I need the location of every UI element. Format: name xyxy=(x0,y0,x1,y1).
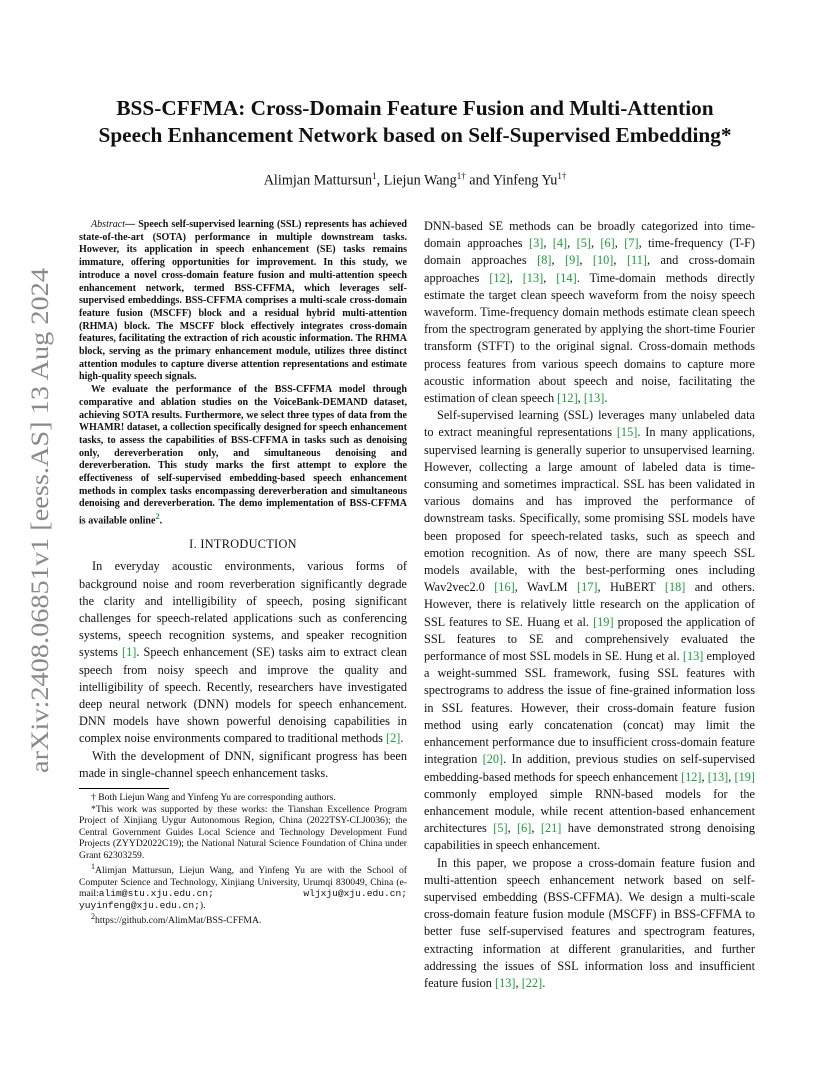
citation-link[interactable]: [2] xyxy=(386,731,401,746)
abstract-paragraph-2 xyxy=(79,384,407,528)
abstract-text-2: We evaluate the performance of the BSS-CFFMA model through comparative and ablation studies on the VoiceBank-DEMAND dataset, achieving SOTA results. Furthermore, we select three types of data from the WHAMR! dataset, a collection specifically designed for speech enhancement tasks, to assess the capabilities of BSS-CFFMA in tasks such as denoising only, dereverberation only, and simultaneous denoising and dereverberation. This study marks the first attempt to explore the effectiveness of self-supervised embedding-based speech enhancement methods in complex tasks encompassing dereverberation and simultaneous denoising and dereverberation. The demo implementation of BSS-CFFMA is available online xyxy=(79,384,407,527)
author-2-affil: 1† xyxy=(456,171,466,181)
abstract xyxy=(79,219,407,528)
citation-link[interactable]: [22] xyxy=(521,975,543,990)
abstract-text-1: Speech self-supervised learning (SSL) represents has achieved state-of-the-art (SOTA) performance in multiple downstream tasks. However, its application in speech enhancement (SE) tasks remains immature, offering opportunities for improvement. In this study, we introduce a novel cross-domain feature fusion and multi-attention speech enhancement network, termed BSS-CFFMA, which leverages self-supervised embeddings. BSS-CFFMA comprises a multi-scale cross-domain feature fusion (MSCFF) block and a residual hybrid multi-attention (RHMA) block. The MSCFF block effectively integrates cross-domain features, facilitating the extraction of rich acoustic information. The RHMA block, serving as the primary enhancement module, utilizes three distinct attention modules to capture diverse attention representations and estimate high-quality speech signals. xyxy=(79,219,407,383)
footnotes xyxy=(79,792,407,927)
intro-paragraph-1: In everyday acoustic environments, various forms of background noise and room reverberation significantly degrade the clarity and intelligibility of speech, posing significant challenges for speech-related applications such as conferencing systems, speech recognition systems, and speaker recognition systems [1]. Speech enhancement (SE) tasks aim to extract clean speech from noisy speech and improve the quality and intelligibility of speech. Recently, researchers have investigated deep neural network (DNN) models for speech enhancement. DNN models have shown powerful denoising capabilities in complex noise environments compared to traditional methods [2]. xyxy=(79,559,407,746)
footnote-2-mark: 2 xyxy=(91,912,96,922)
citation-link[interactable]: [13] xyxy=(583,391,605,406)
footnote-2-link[interactable]: https://github.com/AlimMat/BSS-CFFMA. xyxy=(95,915,262,927)
citation-link[interactable]: [16] xyxy=(494,580,515,595)
citation-link[interactable]: [5] xyxy=(576,236,591,251)
right-column xyxy=(424,218,755,992)
footnote-url xyxy=(79,911,407,927)
footnote-1-text: Alimjan Mattursun, Liejun Wang, and Yinfeng Yu are with the School of Computer Science and Technology, Xinjiang University, Urumqi 830049, China (e-mail: xyxy=(79,865,407,900)
arxiv-stamp xyxy=(18,268,58,773)
citation-link[interactable]: [13] xyxy=(707,769,729,784)
citation-link[interactable]: [1] xyxy=(122,645,137,660)
citation-link[interactable]: [6] xyxy=(600,236,615,251)
intro-paragraph-2: With the development of DNN, significant progress has been made in single-channel speech enhancement tasks. xyxy=(79,748,407,780)
section-heading-introduction: I. INTRODUCTION xyxy=(189,537,297,552)
right-paragraph-2: Self-supervised learning (SSL) leverages many unlabeled data to extract meaningful representations [15]. In many applications, supervised learning is generally superior to unsupervised learning. However, collecting a large amount of labeled data is time-consuming and sometimes impractical. SSL has been validated in various domains and has improved the performance of downstream tasks. Specifically, some promising SSL models have been proposed for speech-related tasks, such as speech and emotion recognition. As of now, there are many speech SSL models available, with the best-performing ones including Wav2vec2.0 [16], WavLM [17], HuBERT [18] and others. However, there is relatively little research on the application of SSL features to SE. Huang et al. [19] proposed the application of SSL features to SE and comprehensively evaluated the performance of most SSL models in SE. Hung et al. [13] employed a weight-summed SSL framework, fusing SSL features with spectrograms to address the issue of fine-grained information loss in SSL features. However, their cross-domain feature fusion method using early concatenation (concat) may limit the enhancement performance due to insufficient cross-domain feature integration [20]. In addition, previous studies on self-supervised embedding-based methods for speech enhancement [12], [13], [19] commonly employed simple RNN-based models for the enhancement module, while recent attention-based enhancement architectures [5], [6], [21] have demonstrated strong denoising capabilities in speech enhancement. xyxy=(424,408,756,853)
citation-link[interactable]: [12] xyxy=(680,769,702,784)
citation-link[interactable]: [3] xyxy=(528,236,544,251)
right-paragraph-1: DNN-based SE methods can be broadly categorized into time-domain approaches [3], [4], [5], [6], [7], time-frequency (T-F) domain approaches [8], [9], [10], [11], and cross-domain approaches [12], [13], [14]. Time-domain methods directly estimate the target clean speech waveform from the noisy speech waveform. Time-frequency domain methods estimate clean speech from the spectrogram generated by applying the short-time Fourier transform (STFT) to the original signal. Cross-domain methods process features from various speech domains to capture more acoustic information about speech and noise, facilitating the estimation of clean speech [12], [13]. xyxy=(424,219,756,406)
citation-link[interactable]: [13] xyxy=(522,270,544,285)
citation-link[interactable]: [19] xyxy=(734,769,756,784)
citation-link[interactable]: [4] xyxy=(552,236,568,251)
citation-link[interactable]: [6] xyxy=(517,821,532,836)
citation-link[interactable]: [15] xyxy=(616,425,638,440)
citation-link[interactable]: [7] xyxy=(624,236,639,251)
author-list: Alimjan Mattursun$^1$, Liejun Wang$^{1\dagger}$ and Yinfeng $Yu^{1\dagger}$ xyxy=(263,171,567,189)
citation-link[interactable]: [17] xyxy=(577,580,598,595)
footnote-link-2[interactable]: 2 xyxy=(155,512,160,522)
citation-link[interactable]: [14] xyxy=(556,270,577,285)
footnote-affiliation xyxy=(79,861,407,911)
citation-link[interactable]: [10] xyxy=(592,253,614,268)
citation-link[interactable]: [11] xyxy=(626,253,647,268)
citation-link[interactable]: [8] xyxy=(537,253,552,268)
author-3: Yinfeng Yu xyxy=(492,172,558,189)
citation-link[interactable]: [9] xyxy=(565,253,580,268)
author-2: Liejun Wang xyxy=(383,172,457,189)
footnote-1-mark: 1 xyxy=(91,862,96,872)
author-conjunction: and xyxy=(469,172,490,189)
citation-link[interactable]: [12] xyxy=(489,270,510,285)
abstract-label: Abstract xyxy=(91,219,126,230)
citation-link[interactable]: [20] xyxy=(482,752,504,767)
abstract-paragraph-1 xyxy=(79,219,407,384)
arxiv-id: arXiv:2408.06851v1 [eess.AS] 13 Aug 2024 xyxy=(25,318,54,773)
title-line-1: BSS-CFFMA: Cross-Domain Feature Fusion and Multi-Attention xyxy=(116,96,714,120)
paper-title xyxy=(70,95,760,149)
footnote-divider xyxy=(79,788,169,789)
title-line-2: Speech Enhancement Network based on Self-Supervised Embedding* xyxy=(98,123,732,147)
citation-link[interactable]: [13] xyxy=(682,649,704,664)
author-1-affil: 1 xyxy=(372,171,377,181)
citation-link[interactable]: [5] xyxy=(493,821,508,836)
citation-link[interactable]: [13] xyxy=(495,975,516,990)
footnote-corresponding: † Both Liejun Wang and Yinfeng Yu are corresponding authors. xyxy=(91,792,336,804)
footnote-funding: *This work was supported by these works: the Tianshan Excellence Program Project of Xinjiang Uygur Autonomous Region, China (2022TSY-CLJ0036); the Central Government Guides Local Science and Technology Development Fund Projects (ZYYD2022C19); the National Natural Science Foundation of China under Grant 62303259. xyxy=(79,803,407,861)
footnote-1-end: ). xyxy=(199,899,206,911)
abstract-dash: — xyxy=(125,219,139,230)
citation-link[interactable]: [19] xyxy=(593,614,614,629)
abstract-text-2-end: . xyxy=(159,515,163,527)
right-paragraph-3: In this paper, we propose a cross-domain feature fusion and multi-attention speech enhancement network based on self-supervised embedding (BSS-CFFMA). We design a multi-scale cross-domain feature fusion module (MSCFF) in BSS-CFFMA to better fuse self-supervised features and spectrogram features, extracting information at different granularities, and further addressing the issues of SSL information loss and insufficient feature fusion [13], [22]. xyxy=(424,855,755,990)
author-3-affil: 1† xyxy=(557,171,567,181)
citation-link[interactable]: [18] xyxy=(664,580,686,595)
left-column xyxy=(79,219,407,927)
author-1: Alimjan Mattursun xyxy=(263,172,373,189)
citation-link[interactable]: [12] xyxy=(557,391,578,406)
footnote-emails[interactable]: alim@stu.xju.edu.cn; wljxju@xju.edu.cn; yuyinfeng@xju.edu.cn; xyxy=(79,888,407,911)
citation-link[interactable]: [21] xyxy=(540,821,562,836)
